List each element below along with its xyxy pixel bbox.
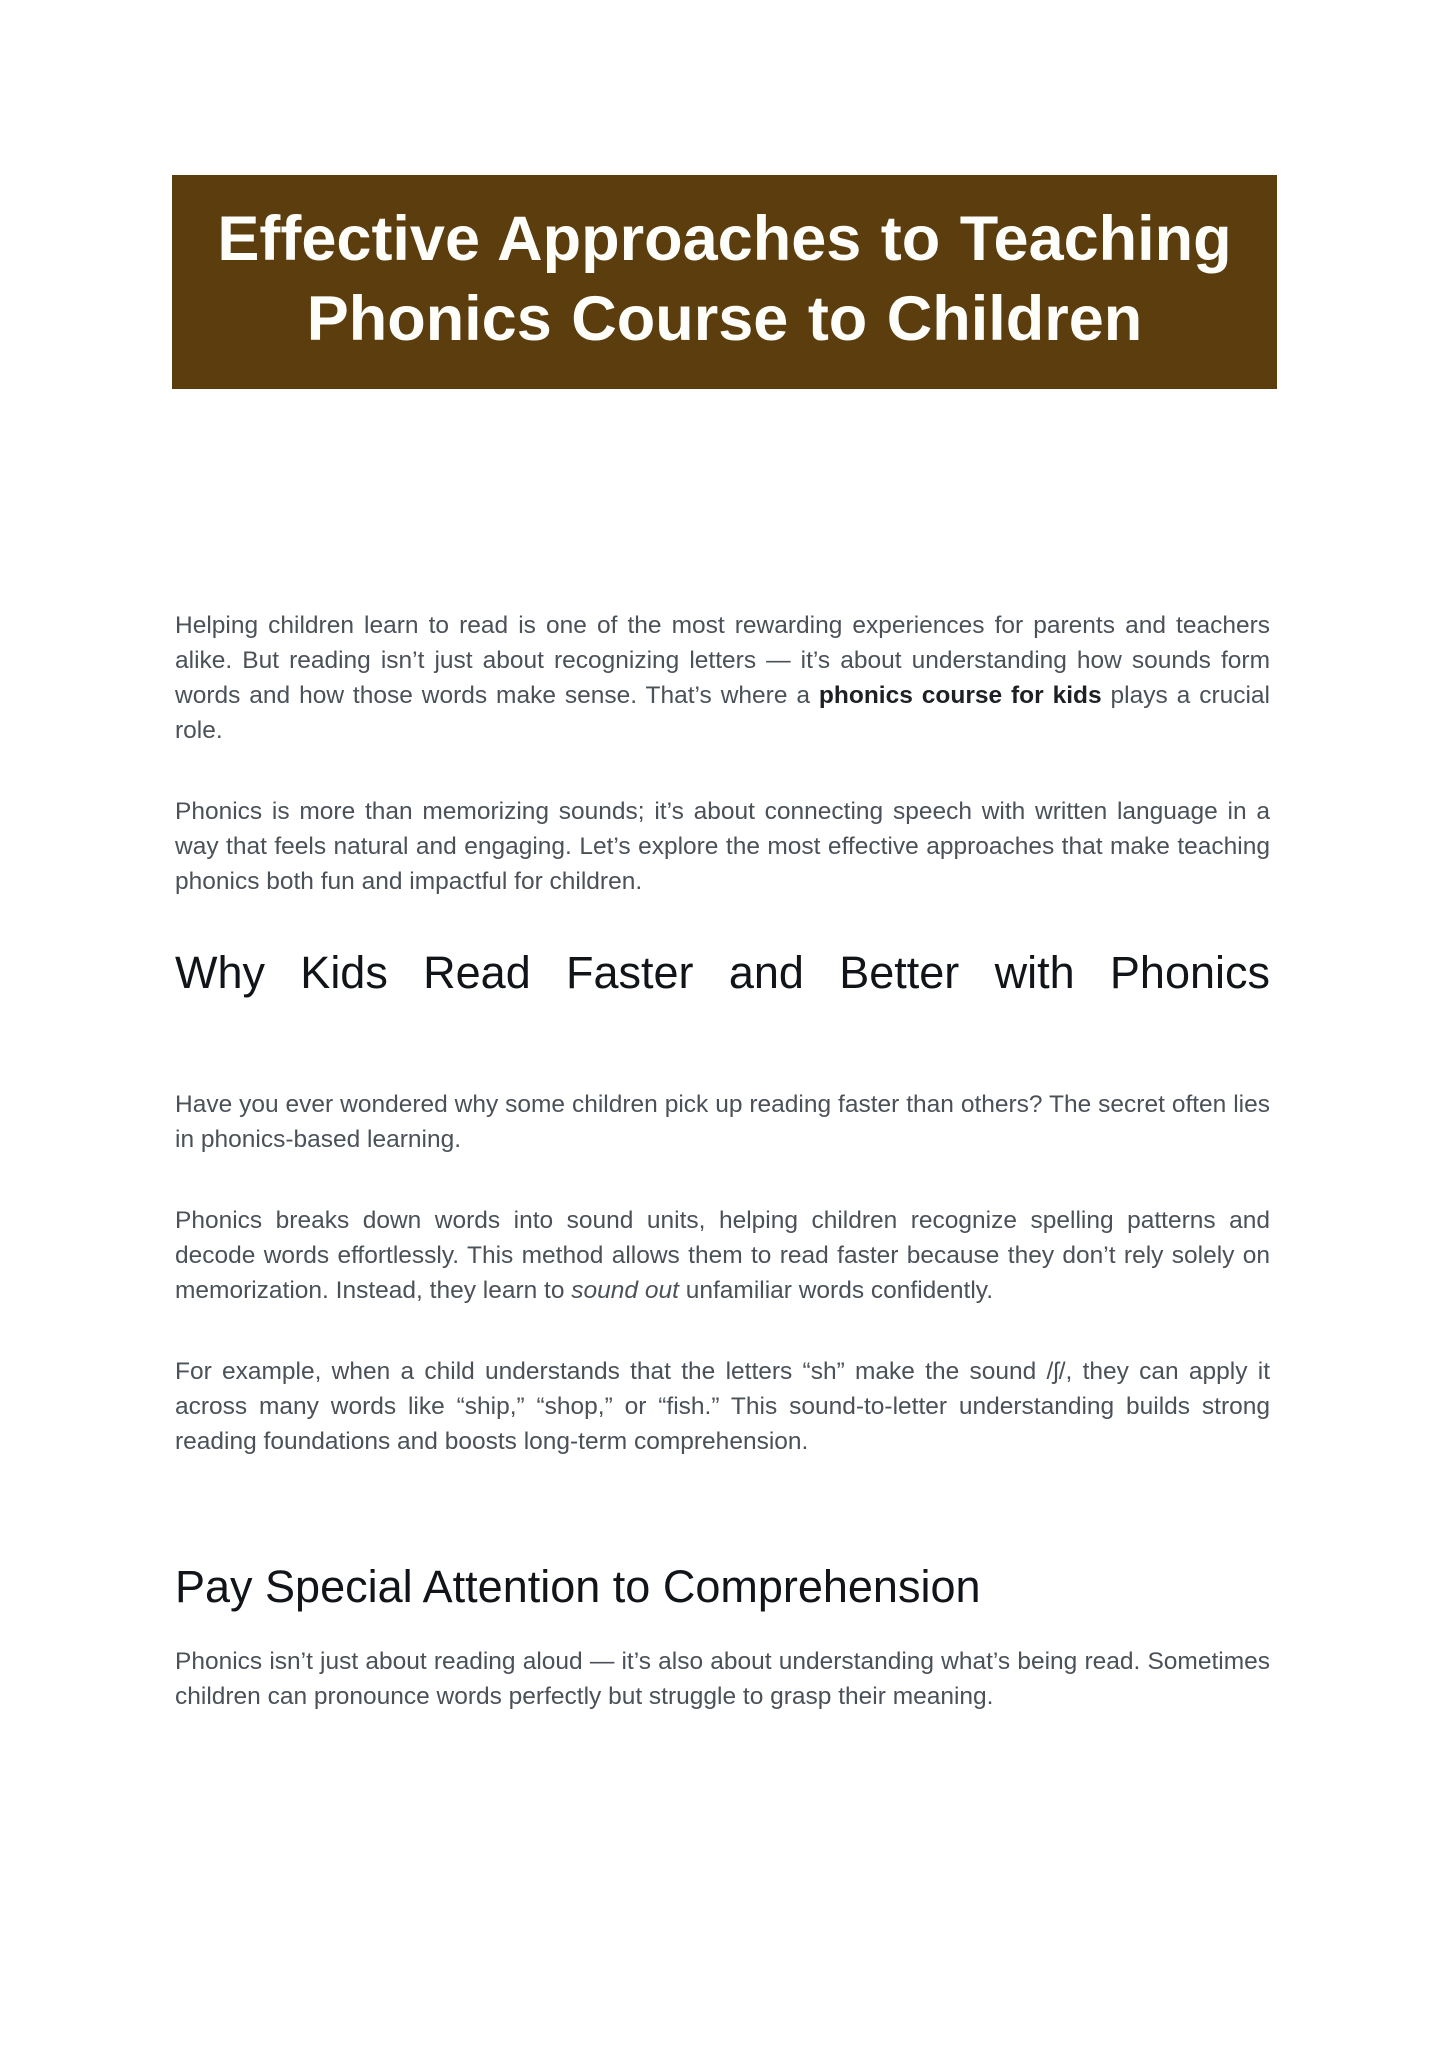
section-spacer — [175, 1505, 1270, 1545]
paragraph-why-2-tail: unfamiliar words confidently. — [678, 1276, 994, 1304]
paragraph-intro-1-tail: plays a crucial role. — [175, 682, 1270, 745]
inline-italic-sound-out: sound out — [571, 1276, 679, 1304]
paragraph-why-3: For example, when a child understands that the letters “sh” make the sound /ʃ/, they can apply it across many words like “ship,” “shop,” or “fish.” This sound-to-letter understanding builds strong reading foundations and boosts long-term comprehension. — [175, 1357, 1270, 1455]
paragraph-intro-1-lead: Helping children learn to read is one of the most rewarding experiences for parents and teachers alike. But reading isn’t just about recognizing letters — it’s about understanding how sounds form words and how those words make sense. That’s where a — [175, 612, 1270, 710]
inline-bold-phonics-course-for-kids: phonics course for kids — [818, 682, 1102, 710]
heading-why-kids-read-faster-and-better-with-phonics: Why Kids Read Faster and Better with Phonics — [175, 947, 1270, 999]
paragraph-intro-1 — [175, 608, 1270, 748]
paragraph-why-1: Have you ever wondered why some children pick up reading faster than others? The secret often lies in phonics-based learning. — [175, 1090, 1270, 1153]
document-body — [175, 608, 1270, 1714]
page-title: Effective Approaches to Teaching Phonics Course to Children — [217, 204, 1232, 354]
paragraph-why-2-lead: Phonics breaks down words into sound units, helping children recognize spelling patterns and decode words effortlessly. This method allows them to read faster because they don’t rely solely on memorization. Instead, they learn to — [175, 1206, 1270, 1304]
paragraph-intro-2: Phonics is more than memorizing sounds; it’s about connecting speech with written language in a way that feels natural and engaging. Let’s explore the most effective approaches that make teaching phonics both fun and impactful for children. — [175, 798, 1270, 896]
paragraph-comprehension-1: Phonics isn’t just about reading aloud — it’s also about understanding what’s being read. Sometimes children can pronounce words perfectly but struggle to grasp their meaning. — [175, 1647, 1270, 1710]
paragraph-why-2 — [175, 1203, 1270, 1308]
title-banner — [172, 175, 1277, 389]
heading-pay-special-attention-to-comprehension: Pay Special Attention to Comprehension — [175, 1560, 981, 1612]
